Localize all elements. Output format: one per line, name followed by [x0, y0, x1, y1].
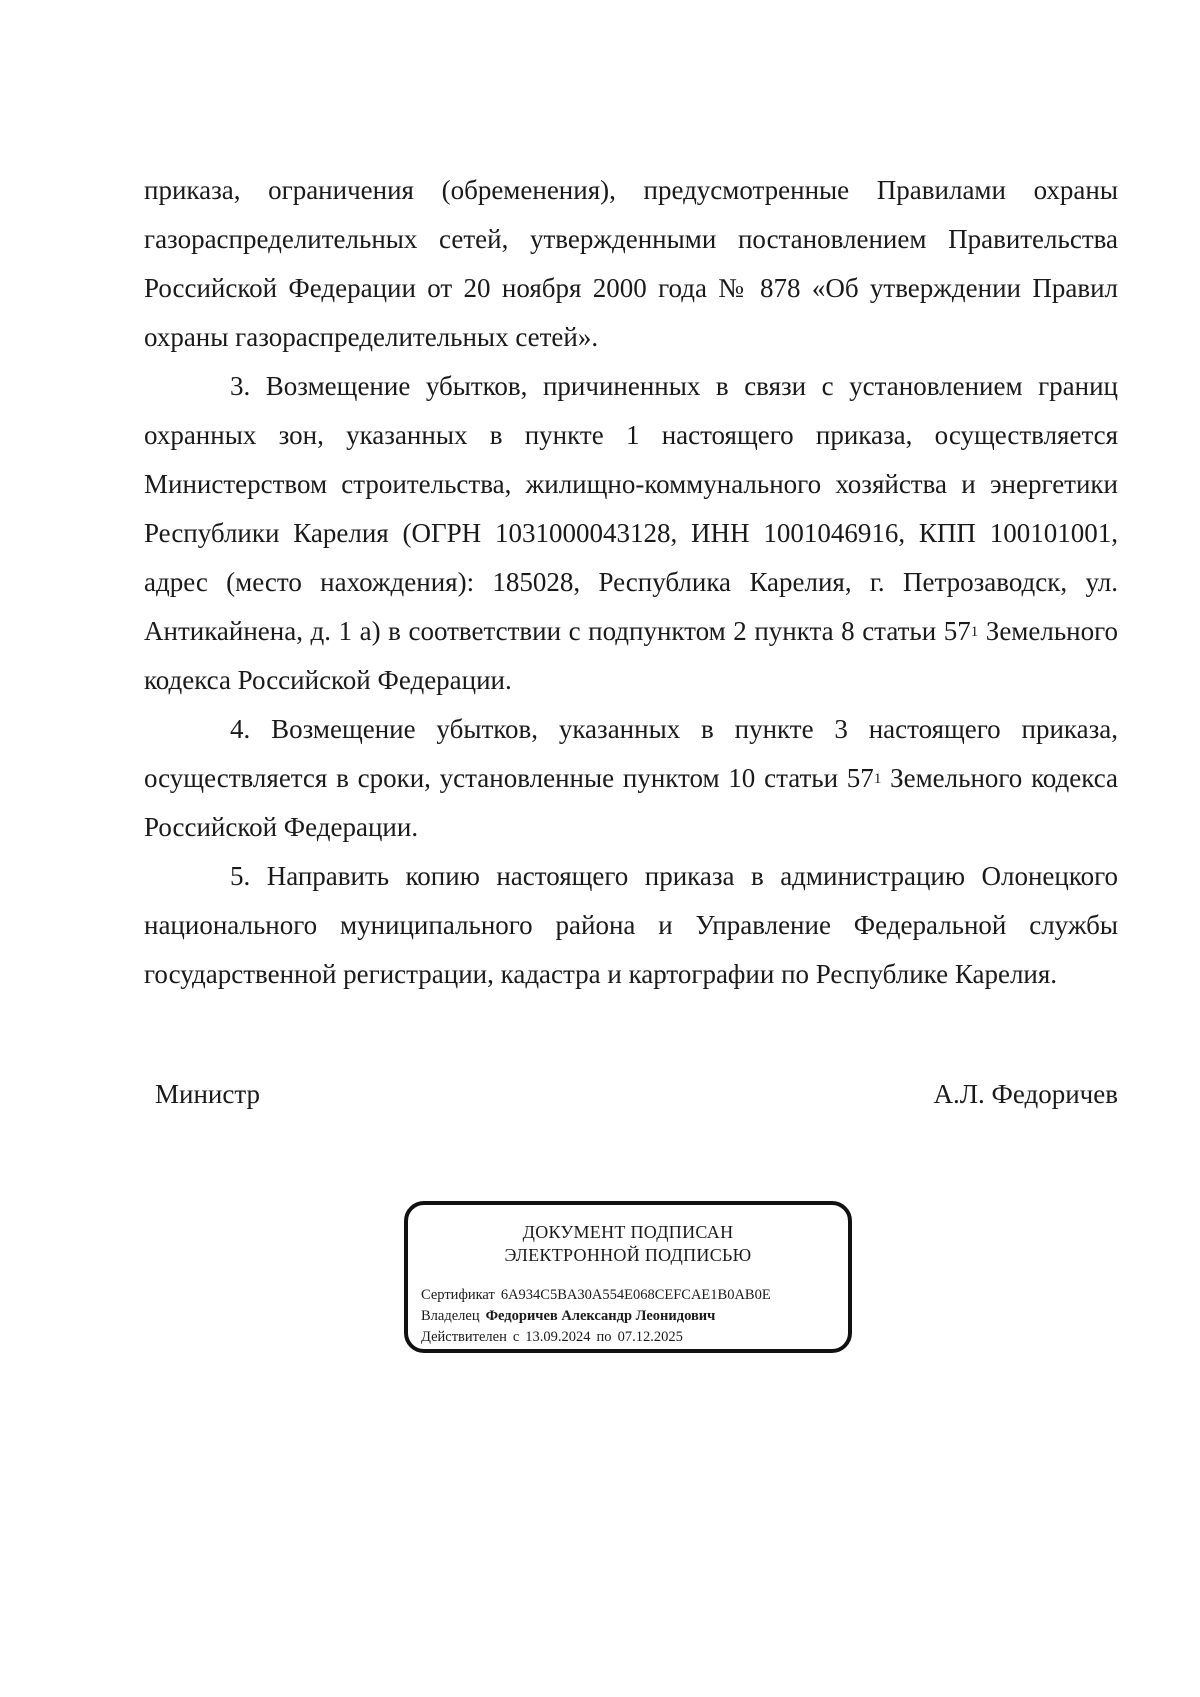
stamp-validity-from: 13.09.2024	[525, 1329, 591, 1345]
paragraph-item-4	[144, 705, 1118, 852]
stamp-validity-to-label: по	[596, 1329, 612, 1345]
stamp-title-line-2: ЭЛЕКТРОННОЙ ПОДПИСЬЮ	[504, 1245, 752, 1265]
stamp-validity-to: 07.12.2025	[617, 1329, 683, 1345]
stamp-owner-value: Федоричев Александр Леонидович	[485, 1308, 716, 1324]
superscript: 1	[873, 771, 882, 787]
document-body	[144, 166, 1118, 999]
signatory-position: Министр	[155, 1079, 260, 1109]
paragraph-item-3-text-end: Земельного кодекса Российской Федерации.	[144, 616, 1119, 695]
paragraph-item-4-text-end: Земельного кодекса Российской Федерации.	[144, 763, 1118, 842]
stamp-owner-label: Владелец	[421, 1308, 480, 1324]
stamp-validity-label: Действителен	[421, 1329, 507, 1345]
stamp-title-line-1: ДОКУМЕНТ ПОДПИСАН	[522, 1222, 734, 1242]
stamp-certificate-value: 6A934C5BA30A554E068CEFCAE1B0AB0E	[500, 1287, 771, 1303]
stamp-validity-from-label: с	[512, 1329, 520, 1345]
paragraph-item-3	[144, 362, 1118, 705]
electronic-signature-stamp	[404, 1201, 852, 1353]
stamp-certificate	[421, 1285, 845, 1306]
paragraph-item-5: 5. Направить копию настоящего приказа в администрацию Олонецкого национального муниципального района и Управление Федеральной службы государственной регистрации, кадастра и картографии по Республике Карелия.	[144, 861, 1118, 989]
stamp-certificate-label: Сертификат	[421, 1287, 495, 1303]
superscript: 1	[970, 624, 979, 640]
signature-block	[155, 1076, 1118, 1112]
signatory-name: А.Л. Федоричев	[933, 1079, 1118, 1109]
stamp-owner	[421, 1306, 845, 1327]
paragraph-continuation: приказа, ограничения (обременения), предусмотренные Правилами охраны газораспределительных сетей, утвержденными постановлением Правительства Российской Федерации от 20 ноября 2000 года № 878 «Об утверждении Правил охраны газораспределительных сетей».	[144, 175, 1118, 352]
stamp-details	[421, 1285, 845, 1348]
stamp-validity	[421, 1327, 845, 1348]
paragraph-item-3-text: 3. Возмещение убытков, причиненных в связи с установлением границ охранных зон, указанных в пункте 1 настоящего приказа, осуществляется Министерством строительства, жилищно-коммунального хозяйства и энергетики Республики Карелия (ОГРН 1031000043128, ИНН 1001046916, КПП 100101001, адрес (место нахождения): 185028, Республика Карелия, г. Петрозаводск, ул. Антикайнена, д. 1 а) в соответствии с подпунктом 2 пункта 8 статьи 57	[144, 371, 1118, 646]
stamp-title	[408, 1221, 848, 1267]
paragraph-item-4-text: 4. Возмещение убытков, указанных в пункте 3 настоящего приказа, осуществляется в сроки, установленные пунктом 10 статьи 57	[144, 714, 1118, 793]
